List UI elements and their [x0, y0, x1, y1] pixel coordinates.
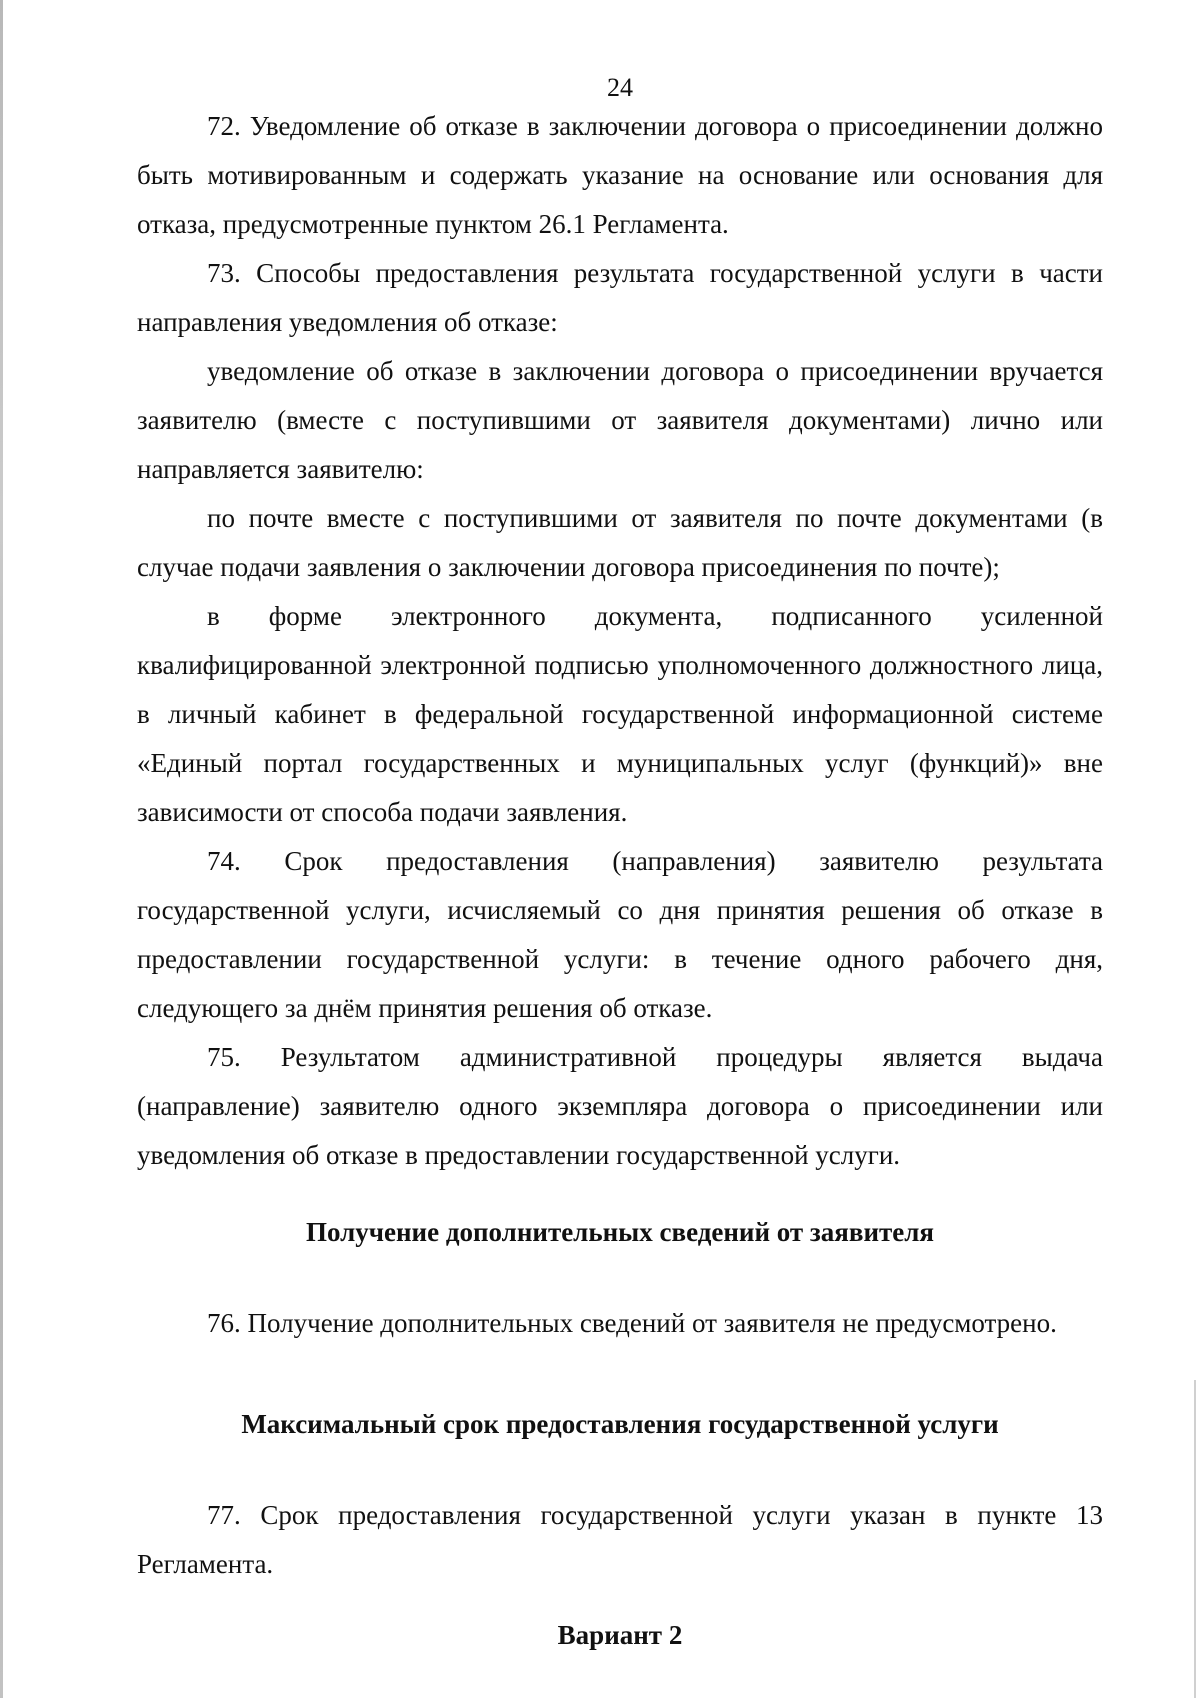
- paragraph-72: 72. Уведомление об отказе в заключении договора о присоединении должно быть мотивированным и содержать указание на основание или основания для отказа, предусмотренные пунктом 26.1 Регламента.: [137, 111, 1103, 239]
- paragraph-73-mail: по почте вместе с поступившими от заявителя по почте документами (в случае подачи заявления о заключении договора присоединения по почте);: [137, 503, 1103, 582]
- section-heading-variant-2: Вариант 2: [557, 1620, 683, 1650]
- scan-edge-right: [1194, 1380, 1196, 1698]
- section-heading-additional-info: Получение дополнительных сведений от заявителя: [305, 1217, 935, 1247]
- paragraph-77: 77. Срок предоставления государственной услуги указан в пункте 13 Регламента.: [137, 1500, 1103, 1579]
- paragraph-73: 73. Способы предоставления результата государственной услуги в части направления уведомления об отказе:: [137, 258, 1103, 337]
- body-text-top: [137, 102, 1103, 1180]
- section-heading-max-term: Максимальный срок предоставления государственной услуги: [241, 1409, 999, 1439]
- paragraph-73-electronic: в форме электронного документа, подписанного усиленной квалифицированной электронной подписью уполномоченного должностного лица, в личный кабинет в федеральной государственной информационной системе «Единый портал государственных и муниципальных услуг (функций)» вне зависимости от способа подачи заявления.: [137, 601, 1103, 827]
- scan-edge-left: [0, 0, 3, 1698]
- paragraph-73-delivery: уведомление об отказе в заключении договора о присоединении вручается заявителю (вместе с поступившими от заявителя документами) лично или направляется заявителю:: [137, 356, 1103, 484]
- paragraph-75: 75. Результатом административной процедуры является выдача (направление) заявителю одного экземпляра договора о присоединении или уведомления об отказе в предоставлении государственной услуги.: [137, 1042, 1103, 1170]
- body-text-76: [137, 1299, 1103, 1348]
- paragraph-76: 76. Получение дополнительных сведений от заявителя не предусмотрено.: [207, 1308, 1057, 1338]
- paragraph-74: 74. Срок предоставления (направления) заявителю результата государственной услуги, исчисляемый со дня принятия решения об отказе в предоставлении государственной услуги: в течение одного рабочего дня, следующего за днём принятия решения об отказе.: [137, 846, 1103, 1023]
- page-number: 24: [607, 73, 633, 102]
- body-text-77: [137, 1491, 1103, 1589]
